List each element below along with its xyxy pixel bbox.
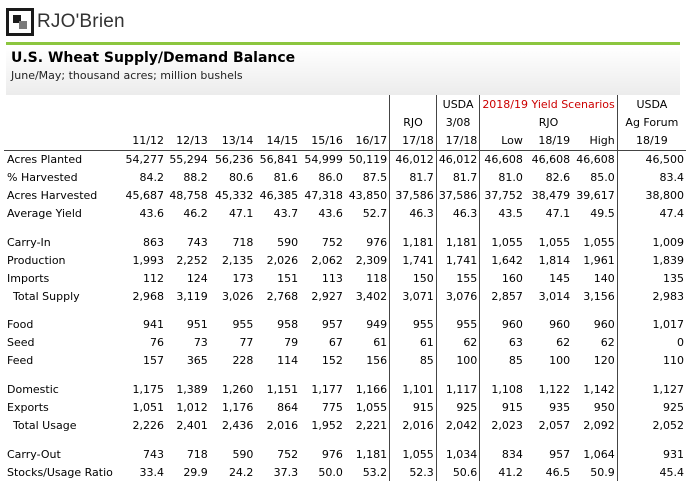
- table-cell: 2,309: [355, 253, 388, 267]
- column-header: 13/14: [210, 132, 256, 151]
- table-cell: 925: [617, 399, 686, 417]
- table-cell: 38,800: [617, 187, 686, 205]
- table-cell: 43,850: [348, 189, 388, 203]
- table-cell: 114: [277, 354, 299, 368]
- table-cell: 50.9: [590, 465, 615, 479]
- supply-demand-table: [4, 95, 686, 481]
- table-cell: 1,051: [132, 401, 164, 415]
- table-row: [4, 316, 686, 334]
- column-header: 17/18: [390, 132, 437, 151]
- table-cell: 83.4: [617, 169, 686, 187]
- table-cell: 80.6: [228, 171, 254, 185]
- header-row-1: [4, 95, 686, 113]
- table-cell: 45,332: [214, 189, 254, 203]
- table-cell: 3,156: [583, 289, 615, 303]
- table-row: [4, 169, 686, 187]
- table-cell: 112: [142, 271, 164, 285]
- table-cell: 43.6: [139, 207, 164, 220]
- table-cell: 1,055: [538, 235, 571, 249]
- table-cell: 56,236: [214, 153, 254, 167]
- row-label: Food: [7, 318, 34, 332]
- table-row: [4, 233, 686, 251]
- table-cell: 1,127: [617, 381, 686, 399]
- table-cell: 54,277: [125, 153, 164, 167]
- table-cell: 45,687: [125, 189, 164, 203]
- table-cell: 118: [366, 271, 388, 285]
- table-cell: 976: [321, 447, 343, 461]
- table-cell: 957: [321, 318, 343, 332]
- table-cell: 2,226: [132, 418, 164, 432]
- table-cell: 2,768: [266, 289, 299, 303]
- table-cell: 1,177: [311, 383, 343, 397]
- table-cell: 85.0: [590, 171, 615, 185]
- table-cell: 48,758: [169, 189, 208, 203]
- table-cell: 1,108: [480, 381, 525, 399]
- column-header: Low: [480, 132, 525, 151]
- table-cell: 1,260: [221, 383, 254, 397]
- row-label: Domestic: [7, 383, 59, 397]
- table-cell: 3,026: [221, 289, 254, 303]
- table-cell: 46.2: [183, 207, 208, 220]
- table-cell: 2,026: [266, 253, 299, 267]
- table-cell: 1,642: [480, 251, 525, 269]
- table-cell: 43.6: [318, 207, 343, 220]
- table-cell: 38,479: [531, 189, 571, 203]
- table-cell: 54,999: [304, 153, 343, 167]
- table-cell: 62: [600, 336, 615, 350]
- header-row-3: [4, 132, 686, 151]
- table-cell: 160: [480, 269, 525, 287]
- table-cell: 1,055: [355, 401, 388, 415]
- table-cell: 2,016: [266, 418, 299, 432]
- row-label: Total Usage: [13, 418, 77, 432]
- column-header: 17/18: [436, 132, 480, 151]
- table-cell: 2,062: [311, 253, 343, 267]
- usda-header: USDA: [436, 95, 480, 113]
- table-row: [4, 251, 686, 269]
- column-header: 16/17: [345, 132, 390, 151]
- table-cell: 1,055: [583, 235, 615, 249]
- table-cell: 73: [193, 336, 208, 350]
- table-cell: 2,135: [221, 253, 254, 267]
- table-cell: 145: [549, 271, 571, 285]
- table-cell: 2,252: [176, 253, 208, 267]
- table-cell: 1,389: [176, 383, 208, 397]
- table-cell: 46.5: [545, 465, 571, 479]
- table-cell: 37,586: [390, 187, 437, 205]
- logo-mark-icon: [6, 8, 34, 36]
- table-cell: 156: [366, 354, 388, 368]
- table-cell: 3,076: [436, 287, 480, 305]
- table-cell: 63: [480, 334, 525, 352]
- column-header: 15/16: [300, 132, 345, 151]
- spacer-row: [4, 305, 686, 316]
- table-cell: 1,993: [132, 253, 164, 267]
- table-cell: 0: [617, 334, 686, 352]
- row-label: Total Supply: [13, 289, 80, 303]
- table-cell: 718: [186, 447, 208, 461]
- table-cell: 1,181: [436, 233, 480, 251]
- table-cell: 157: [142, 354, 164, 368]
- table-cell: 62: [436, 334, 480, 352]
- table-row: [4, 287, 686, 305]
- table-cell: 50.0: [318, 465, 343, 479]
- rjo-header: RJO: [390, 113, 437, 131]
- table-cell: 2,042: [436, 416, 480, 434]
- table-cell: 52.3: [390, 463, 437, 481]
- table-cell: 37.3: [273, 465, 299, 479]
- table-cell: 46.3: [436, 205, 480, 223]
- usda-header-2: USDA: [617, 95, 686, 113]
- spacer-row: [4, 222, 686, 233]
- table-cell: 590: [277, 235, 299, 249]
- table-cell: 2,221: [355, 418, 388, 432]
- table-cell: 2,401: [176, 418, 208, 432]
- table-cell: 100: [436, 352, 480, 370]
- table-cell: 86.0: [318, 171, 343, 185]
- table-cell: 1,055: [480, 233, 525, 251]
- table-cell: 81.7: [436, 169, 480, 187]
- row-label: Feed: [7, 354, 34, 368]
- row-label: Imports: [7, 271, 50, 285]
- table-cell: 46,385: [259, 189, 299, 203]
- table-cell: 2,016: [390, 416, 437, 434]
- table-cell: 955: [232, 318, 254, 332]
- table-row: [4, 187, 686, 205]
- table-cell: 955: [436, 316, 480, 334]
- table-cell: 3,119: [176, 289, 208, 303]
- table-cell: 752: [321, 235, 343, 249]
- table-cell: 1,839: [617, 251, 686, 269]
- header-row-2: [4, 113, 686, 131]
- table-cell: 62: [556, 336, 571, 350]
- table-cell: 46,500: [617, 150, 686, 168]
- table-cell: 81.6: [273, 171, 299, 185]
- table-cell: 135: [617, 269, 686, 287]
- table-cell: 46,012: [390, 150, 437, 168]
- table-cell: 2,092: [583, 418, 615, 432]
- table-cell: 50.6: [436, 463, 480, 481]
- table-cell: 976: [366, 235, 388, 249]
- table-cell: 33.4: [139, 465, 164, 479]
- table-cell: 1,122: [538, 383, 571, 397]
- table-cell: 864: [277, 401, 299, 415]
- table-cell: 1,952: [311, 418, 343, 432]
- table-cell: 2,023: [480, 416, 525, 434]
- table-row: [4, 463, 686, 481]
- table-row: [4, 381, 686, 399]
- table-cell: 2,857: [480, 287, 525, 305]
- table-cell: 950: [593, 401, 615, 415]
- table-cell: 1,814: [538, 253, 571, 267]
- page-title: U.S. Wheat Supply/Demand Balance: [11, 50, 296, 66]
- table-cell: 151: [277, 271, 299, 285]
- table-cell: 152: [321, 354, 343, 368]
- table-cell: 931: [617, 445, 686, 463]
- table-cell: 47.4: [617, 205, 686, 223]
- table-cell: 173: [232, 271, 254, 285]
- column-header: 18/19: [617, 132, 686, 151]
- row-label: % Harvested: [7, 171, 78, 185]
- table-cell: 124: [186, 271, 208, 285]
- row-label: Carry-Out: [7, 447, 61, 461]
- table-cell: 150: [390, 269, 437, 287]
- column-header: 14/15: [255, 132, 300, 151]
- table-cell: 29.9: [183, 465, 208, 479]
- table-cell: 3,014: [538, 289, 571, 303]
- table-cell: 2,052: [617, 416, 686, 434]
- spacer-row: [4, 434, 686, 445]
- table-cell: 77: [239, 336, 254, 350]
- table-cell: 120: [593, 354, 615, 368]
- table-cell: 1,741: [436, 251, 480, 269]
- table-cell: 1,961: [583, 253, 615, 267]
- table-cell: 46,012: [436, 150, 480, 168]
- table-cell: 925: [436, 399, 480, 417]
- table-cell: 53.2: [362, 465, 388, 479]
- table-cell: 3,402: [355, 289, 388, 303]
- table-cell: 1,034: [436, 445, 480, 463]
- table-cell: 82.6: [545, 171, 571, 185]
- table-cell: 43.5: [480, 205, 525, 223]
- table-cell: 951: [186, 318, 208, 332]
- table-row: [4, 399, 686, 417]
- table-cell: 590: [232, 447, 254, 461]
- table-cell: 718: [232, 235, 254, 249]
- table-cell: 55,294: [169, 153, 208, 167]
- table-cell: 834: [480, 445, 525, 463]
- table-cell: 1,741: [390, 251, 437, 269]
- table-cell: 941: [142, 318, 164, 332]
- table-cell: 47,318: [304, 189, 343, 203]
- table-cell: 39,617: [576, 189, 615, 203]
- table-cell: 915: [390, 399, 437, 417]
- table-cell: 1,176: [221, 401, 254, 415]
- table-cell: 46,608: [576, 153, 615, 167]
- table-cell: 85: [480, 352, 525, 370]
- table-cell: 41.2: [480, 463, 525, 481]
- column-header: 12/13: [166, 132, 210, 151]
- date-header: 3/08: [436, 113, 480, 131]
- table-cell: 743: [142, 447, 164, 461]
- row-label: Acres Planted: [7, 153, 83, 167]
- row-label: Average Yield: [7, 207, 82, 220]
- table-cell: 3,071: [390, 287, 437, 305]
- table-cell: 52.7: [362, 207, 388, 220]
- table-cell: 365: [186, 354, 208, 368]
- table-cell: 61: [373, 336, 388, 350]
- table-cell: 47.1: [228, 207, 254, 220]
- table-cell: 2,057: [538, 418, 571, 432]
- table-cell: 37,752: [480, 187, 525, 205]
- row-label: Carry-In: [7, 235, 51, 249]
- table-cell: 1,009: [617, 233, 686, 251]
- table-cell: 1,064: [583, 447, 615, 461]
- table-cell: 1,175: [132, 383, 164, 397]
- table-cell: 2,436: [221, 418, 254, 432]
- table-cell: 76: [149, 336, 164, 350]
- row-label: Stocks/Usage Ratio: [7, 465, 113, 479]
- table-cell: 46,608: [480, 150, 525, 168]
- table-cell: 49.5: [590, 207, 615, 220]
- column-header: High: [572, 132, 617, 151]
- table-cell: 50,119: [348, 153, 388, 167]
- table-cell: 2,927: [311, 289, 343, 303]
- table-row: [4, 352, 686, 370]
- yield-scenarios-header: 2018/19 Yield Scenarios: [480, 95, 617, 113]
- table-cell: 743: [186, 235, 208, 249]
- table-cell: 45.4: [617, 463, 686, 481]
- row-label: Exports: [7, 401, 49, 415]
- table-cell: 957: [549, 447, 571, 461]
- column-header: 18/19: [525, 132, 572, 151]
- table-row: [4, 334, 686, 352]
- table-cell: 1,166: [355, 383, 388, 397]
- table-cell: 2,968: [132, 289, 164, 303]
- table-cell: 958: [277, 318, 299, 332]
- table-cell: 155: [436, 269, 480, 287]
- table-cell: 752: [277, 447, 299, 461]
- table-cell: 863: [142, 235, 164, 249]
- table-cell: 88.2: [183, 171, 208, 185]
- table-cell: 1,055: [390, 445, 437, 463]
- table-cell: 84.2: [139, 171, 164, 185]
- table-cell: 113: [321, 271, 343, 285]
- table-cell: 24.2: [228, 465, 254, 479]
- ag-forum-header: Ag Forum: [617, 113, 686, 131]
- table-cell: 87.5: [362, 171, 388, 185]
- table-cell: 915: [480, 399, 525, 417]
- table-cell: 61: [390, 334, 437, 352]
- table-cell: 43.7: [273, 207, 299, 220]
- table-row: [4, 445, 686, 463]
- table-cell: 1,181: [355, 447, 388, 461]
- table-cell: 47.1: [545, 207, 571, 220]
- table-cell: 67: [328, 336, 343, 350]
- table-cell: 140: [593, 271, 615, 285]
- table-cell: 949: [366, 318, 388, 332]
- logo-text: RJO'Brien: [37, 11, 125, 32]
- table-cell: 46.3: [390, 205, 437, 223]
- page-subtitle: June/May; thousand acres; million bushels: [11, 69, 243, 82]
- table-cell: 960: [480, 316, 525, 334]
- table-cell: 1,181: [390, 233, 437, 251]
- table-cell: 81.7: [390, 169, 437, 187]
- table-cell: 37,586: [436, 187, 480, 205]
- table-row: [4, 269, 686, 287]
- table-cell: 46,608: [531, 153, 571, 167]
- table-cell: 228: [232, 354, 254, 368]
- table-row: [4, 416, 686, 434]
- table-cell: 1,012: [176, 401, 208, 415]
- table-cell: 1,017: [617, 316, 686, 334]
- table-cell: 110: [617, 352, 686, 370]
- table-cell: 1,101: [390, 381, 437, 399]
- column-header: 11/12: [116, 132, 166, 151]
- header-rule: [6, 42, 680, 45]
- table-cell: 81.0: [480, 169, 525, 187]
- table-cell: 1,142: [583, 383, 615, 397]
- table-cell: 1,117: [436, 381, 480, 399]
- table-cell: 79: [284, 336, 299, 350]
- table-cell: 85: [390, 352, 437, 370]
- table-cell: 100: [549, 354, 571, 368]
- rjo-header-2: RJO: [538, 115, 559, 129]
- table-row: [4, 205, 686, 223]
- row-label: Seed: [7, 336, 35, 350]
- table-cell: 935: [549, 401, 571, 415]
- table-cell: 960: [593, 318, 615, 332]
- table-row: [4, 150, 686, 168]
- row-label: Acres Harvested: [7, 189, 98, 203]
- company-logo: [6, 6, 125, 38]
- spacer-row: [4, 370, 686, 381]
- table-cell: 960: [549, 318, 571, 332]
- table-cell: 56,841: [259, 153, 299, 167]
- table-cell: 2,983: [617, 287, 686, 305]
- table-cell: 1,151: [266, 383, 299, 397]
- table-cell: 955: [390, 316, 437, 334]
- row-label: Production: [7, 253, 66, 267]
- table-cell: 775: [321, 401, 343, 415]
